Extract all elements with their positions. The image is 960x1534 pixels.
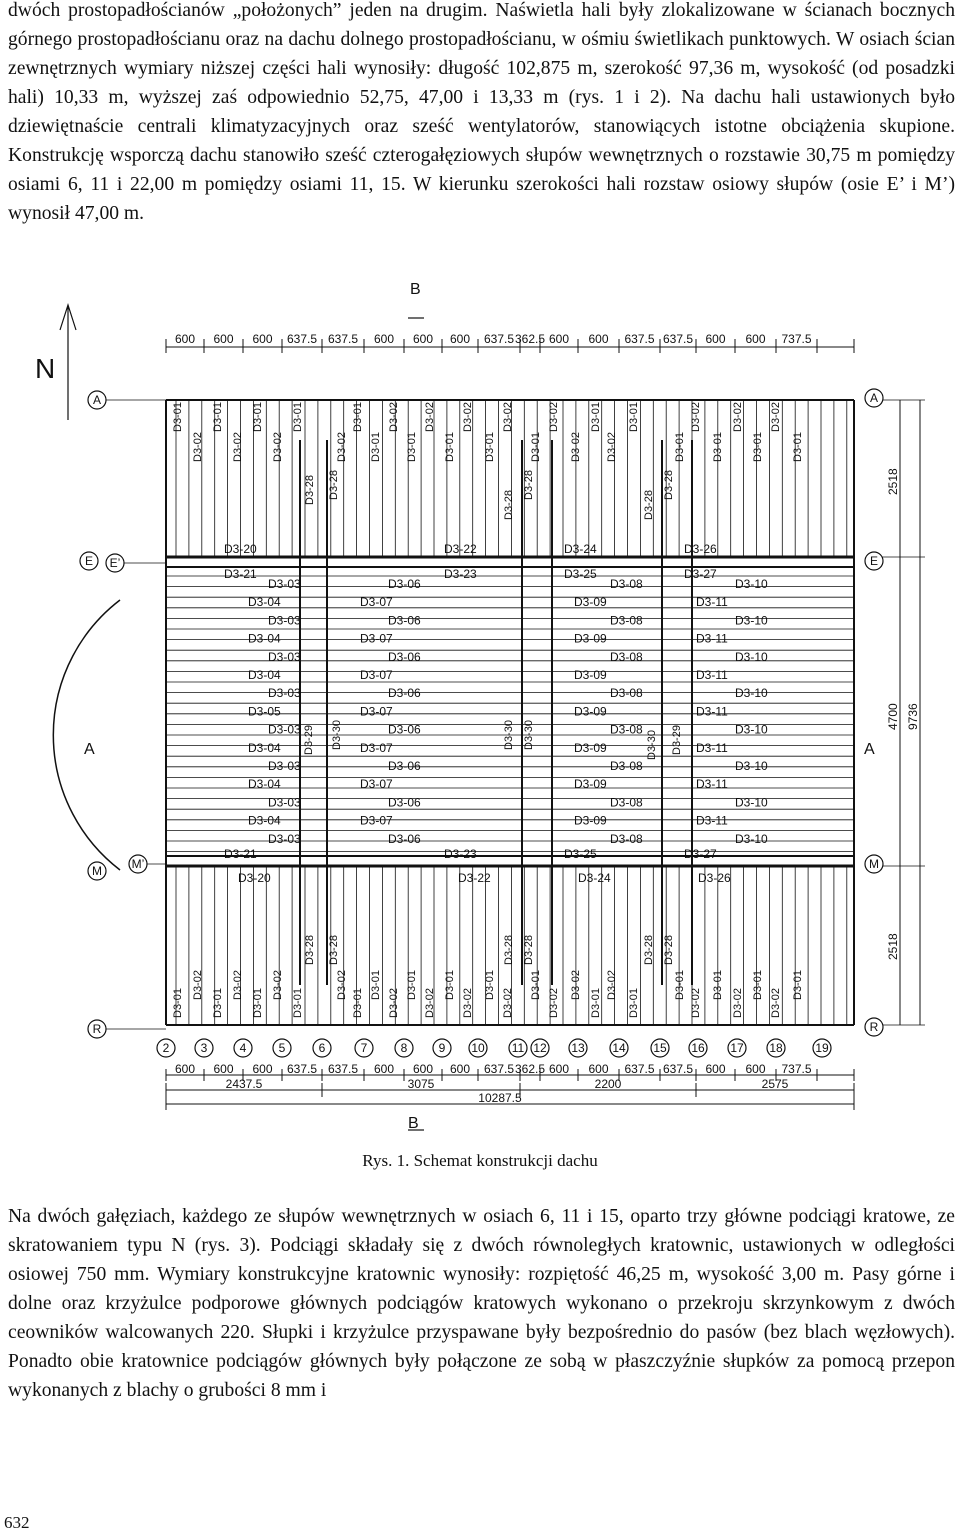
purlin-label-top: D3-02 xyxy=(690,402,702,432)
axis-bubble-col-label: 6 xyxy=(318,1041,326,1055)
axis-bubble-col-label: 4 xyxy=(239,1041,247,1055)
beam-label-top2: D3-25 xyxy=(564,567,597,581)
inner-purlin-label: D3-08 xyxy=(610,577,643,591)
inner-purlin-label: D3-06 xyxy=(388,795,421,810)
inner-purlin-label: D3-06 xyxy=(388,759,421,773)
dim-bottom-label: 600 xyxy=(588,1062,609,1076)
purlin-label-top: D3-02 xyxy=(192,432,204,462)
beam-label-28: D3-28 xyxy=(503,490,515,520)
inner-purlin-label: D3-07 xyxy=(360,813,393,828)
inner-purlin-label: D3-03 xyxy=(268,722,301,737)
dim-right-overall: 9736 xyxy=(906,703,920,730)
axis-bubble-E-right-label: E xyxy=(869,554,879,568)
dim-bottom-label: 600 xyxy=(548,1062,570,1076)
inner-purlin-label: D3-07 xyxy=(360,777,393,792)
dim-right-top: 2518 xyxy=(886,468,900,495)
dim-top-label: 637.5 xyxy=(662,332,694,346)
figure-caption: Rys. 1. Schemat konstrukcji dachu xyxy=(362,1151,598,1170)
dim-top-label: 600 xyxy=(548,332,570,346)
inner-purlin-label: D3-05 xyxy=(248,704,281,719)
beam-label-top2: D3-23 xyxy=(444,567,477,581)
inner-purlin-label: D3-03 xyxy=(268,649,301,664)
beam-label-28: D3-28 xyxy=(304,935,316,965)
beam-label-28: D3-28 xyxy=(663,935,675,965)
purlin-label-bottom: D3-01 xyxy=(752,970,764,1000)
beam-label-30: D3-30 xyxy=(523,720,535,750)
inner-purlin-label: D3-09 xyxy=(574,704,607,719)
purlin-label-bottom: D3-02 xyxy=(232,970,244,1000)
purlin-label-bottom: D3-01 xyxy=(444,970,456,1000)
inner-purlin-label: D3-03 xyxy=(268,831,301,846)
axis-bubble-col-label: 7 xyxy=(360,1041,368,1055)
purlin-label-bottom: D3-02 xyxy=(690,988,702,1018)
beam-label-bottom: D3-25 xyxy=(564,847,597,861)
purlin-label-bottom: D3-01 xyxy=(628,988,640,1018)
inner-purlin-label: D3-08 xyxy=(610,686,643,701)
dim-top-label: 600 xyxy=(213,332,234,346)
dim-top-label: 637.5 xyxy=(624,332,655,346)
beam-label-bottom2: D3-20 xyxy=(238,871,271,885)
purlin-label-bottom: D3-01 xyxy=(712,970,724,1000)
inner-purlin-label: D3-04 xyxy=(248,595,281,610)
purlin-label-top: D3-02 xyxy=(570,432,582,462)
beam-label-28: D3-28 xyxy=(523,470,535,500)
beam-label-bottom: D3-21 xyxy=(224,847,257,861)
beam-label-top: D3-22 xyxy=(444,542,477,556)
axis-bubble-col-label: 11 xyxy=(511,1041,525,1055)
purlin-label-top: D3-02 xyxy=(548,402,560,432)
axis-bubble-col-label: 10 xyxy=(471,1041,485,1055)
dim-top-label: 600 xyxy=(412,332,434,346)
axis-bubble-col-label: 14 xyxy=(612,1041,626,1055)
axis-bubble-col-label: 16 xyxy=(691,1041,705,1055)
inner-purlin-label: D3-08 xyxy=(610,613,643,628)
inner-purlin-label: D3-11 xyxy=(696,813,728,828)
roof-structure-diagram xyxy=(0,270,960,1145)
purlin-label-bottom: D3-02 xyxy=(424,988,436,1018)
dim-bottom-label: 637.5 xyxy=(327,1062,359,1076)
dim-bottom-label: 737.5 xyxy=(781,1062,812,1076)
inner-purlin-label: D3-04 xyxy=(248,740,281,755)
beam-label-28: D3-28 xyxy=(643,490,655,520)
dim-bottom-label: 600 xyxy=(745,1062,766,1076)
axis-bubble-col-label: 15 xyxy=(653,1041,667,1055)
north-arrow-icon xyxy=(60,305,76,420)
purlin-label-top: D3-01 xyxy=(292,402,304,432)
axis-bubble-col-label: 3 xyxy=(200,1041,208,1055)
dim-bottom-label: 600 xyxy=(705,1062,726,1076)
dim-top-label: 737.5 xyxy=(781,332,812,346)
purlin-label-bottom: D3-02 xyxy=(732,988,744,1018)
beam-label-top2: D3-27 xyxy=(684,567,717,581)
purlin-label-top: D3-02 xyxy=(232,432,244,462)
purlin-label-bottom: D3-01 xyxy=(352,988,364,1018)
purlin-label-top: D3-02 xyxy=(462,402,474,432)
inner-purlin-label: D3-06 xyxy=(388,649,421,664)
purlin-label-bottom: D3-02 xyxy=(502,988,514,1018)
inner-purlin-label: D3-09 xyxy=(574,631,607,646)
axis-bubble-R-label: R xyxy=(92,1022,102,1036)
purlin-label-bottom: D3-01 xyxy=(792,970,804,1000)
purlin-label-top: D3-01 xyxy=(590,402,602,432)
inner-purlin-label: D3-08 xyxy=(610,649,643,664)
purlin-label-top: D3-01 xyxy=(752,432,764,462)
curved-wall xyxy=(53,600,120,870)
inner-purlin-label: D3-07 xyxy=(360,631,393,646)
dim-bottom-label: 362.5 xyxy=(514,1062,546,1076)
purlin-label-bottom: D3-01 xyxy=(484,970,496,1000)
purlin-label-bottom: D3-02 xyxy=(462,988,474,1018)
purlin-label-top: D3-01 xyxy=(406,432,418,462)
purlin-label-bottom: D3-02 xyxy=(570,970,582,1000)
dim-bottom-label: 600 xyxy=(449,1062,471,1076)
dim-bottom-label: 637.5 xyxy=(286,1062,318,1076)
purlin-label-top: D3-02 xyxy=(606,432,618,462)
dim-top-label: 600 xyxy=(745,332,766,346)
inner-purlin-label: D3-04 xyxy=(248,777,281,792)
purlin-label-bottom: D3-02 xyxy=(770,988,782,1018)
inner-purlin-label: D3-10 xyxy=(735,577,768,591)
inner-purlin-label: D3-11 xyxy=(696,704,728,719)
dim-bottom-label: 637.5 xyxy=(483,1062,515,1076)
purlin-label-top: D3-01 xyxy=(444,432,456,462)
dim-top-label: 637.5 xyxy=(286,332,318,346)
dim-group-label: 2437.5 xyxy=(225,1077,263,1091)
purlin-label-top: D3-01 xyxy=(628,402,640,432)
axis-bubble-R-right-label: R xyxy=(869,1020,879,1034)
dim-top-label: 600 xyxy=(588,332,609,346)
inner-purlin-label: D3-11 xyxy=(696,631,728,646)
inner-purlin-label: D3-09 xyxy=(574,813,607,828)
dim-group-label: 3075 xyxy=(407,1077,435,1091)
dim-top-label: 600 xyxy=(252,332,273,346)
dim-right-middle: 4700 xyxy=(886,703,900,730)
inner-purlin-label: D3-04 xyxy=(248,631,281,646)
purlin-label-bottom: D3-01 xyxy=(590,988,602,1018)
inner-purlin-label: D3-06 xyxy=(388,686,421,701)
purlin-label-top: D3-01 xyxy=(252,402,264,432)
purlin-label-top: D3-01 xyxy=(530,432,542,462)
inner-purlin-label: D3-10 xyxy=(735,759,768,773)
axis-bubble-col-label: 18 xyxy=(769,1041,783,1055)
purlin-label-bottom: D3-01 xyxy=(172,988,184,1018)
purlin-label-bottom: D3-02 xyxy=(548,988,560,1018)
purlin-label-bottom: D3-01 xyxy=(212,988,224,1018)
inner-purlin-label: D3-11 xyxy=(696,595,728,610)
purlin-label-bottom: D3-01 xyxy=(674,970,686,1000)
beam-label-bottom2: D3-26 xyxy=(698,871,731,885)
axis-bubble-col-label: 9 xyxy=(438,1041,446,1055)
inner-purlin-label: D3-07 xyxy=(360,704,393,719)
inner-purlin-label: D3-09 xyxy=(574,777,607,792)
inner-purlin-label: D3-09 xyxy=(574,595,607,610)
axis-bubble-col-label: 8 xyxy=(400,1041,408,1055)
beam-label-30: D3-30 xyxy=(646,730,658,760)
inner-purlin-label: D3-09 xyxy=(574,740,607,755)
beam-label-28: D3-28 xyxy=(328,935,340,965)
inner-purlin-label: D3-06 xyxy=(388,831,421,846)
paragraph-bottom: Na dwóch gałęziach, każdego ze słupów wewnętrznych w osiach 6, 11 i 15, oparto trzy główne podciągi kratowe, ze skratowaniem typu N (rys. 3). Podciągi składały się z dwóch równoległych kratownic, ustawionych w odległości osiowej 750 mm. Wymiary konstrukcyjne kratownic wynosiły: rozpiętość 46,25 m, wysokość 3,00 m. Pasy górne i dolne oraz krzyżulce podporowe głównych podciągów kratowych wykonano o przekroju skrzynkowym z dwóch ceowników walcowanych 220. Słupki i krzyżulce przyspawane były bezpośrednio do pasów (bez blach węzłowych). Ponadto obie kratownice podciągów głównych były połączone ze sobą w płaszczyźnie słupków za pomocą przepon wykonanych z blachy o grubości 8 mm i xyxy=(8,1206,955,1401)
dim-bottom-label: 600 xyxy=(252,1062,273,1076)
dim-group-label: 2575 xyxy=(761,1077,789,1091)
section-b-bottom: B xyxy=(408,1115,419,1132)
purlin-label-bottom: D3-02 xyxy=(388,988,400,1018)
purlin-label-top: D3-02 xyxy=(770,402,782,432)
inner-purlin-label: D3-03 xyxy=(268,795,301,810)
dim-top-label: 637.5 xyxy=(483,332,515,346)
inner-purlin-label: D3-10 xyxy=(735,831,768,846)
dim-top-label: 637.5 xyxy=(327,332,359,346)
dim-top-label: 600 xyxy=(373,332,395,346)
axis-bubble-col-label: 13 xyxy=(571,1041,585,1055)
purlin-label-bottom: D3-01 xyxy=(370,970,382,1000)
inner-purlin-label: D3-10 xyxy=(735,722,768,737)
beam-label-29: D3-29 xyxy=(671,725,683,755)
inner-purlin-label: D3-09 xyxy=(574,668,607,682)
purlin-label-bottom: D3-02 xyxy=(336,970,348,1000)
dim-group-label: 2200 xyxy=(594,1077,622,1091)
purlin-label-top: D3-01 xyxy=(712,432,724,462)
dim-top-label: 600 xyxy=(705,332,726,346)
purlin-label-top: D3-01 xyxy=(484,432,496,462)
axis-bubble-col-label: 12 xyxy=(533,1041,547,1055)
purlin-label-bottom: D3-02 xyxy=(192,970,204,1000)
dim-bottom-label: 600 xyxy=(373,1062,395,1076)
dim-total-label: 10287.5 xyxy=(478,1091,522,1105)
inner-purlin-label: D3-08 xyxy=(610,722,643,737)
purlin-label-top: D3-02 xyxy=(502,402,514,432)
dim-bottom-label: 600 xyxy=(213,1062,234,1076)
inner-purlin-label: D3-03 xyxy=(268,613,301,628)
purlin-label-top: D3-01 xyxy=(674,432,686,462)
purlin-label-top: D3-02 xyxy=(388,402,400,432)
page-number: 632 xyxy=(4,1513,30,1532)
axis-bubble-col-label: 2 xyxy=(162,1041,170,1055)
beam-label-28: D3-28 xyxy=(304,475,316,505)
beam-label-bottom: D3-27 xyxy=(684,847,717,861)
paragraph-top: dwóch prostopadłościanów „położonych” jeden na drugim. Naświetla hali były zlokalizowane w ścianach bocznych górnego prostopadłościanu oraz na dachu dolnego prostopadłościanu, w ośmiu świetlikach punktowych. W osiach ścian zewnętrznych wymiary niższej części hali wynosiły: długość 102,875 m, szerokość 97,36 m, wysokość (od posadzki hali) 10,33 m, wyższej zaś odpowiednio 52,75, 47,00 i 13,33 m (rys. 1 i 2). Na dachu hali ustawionych było dziewiętnaście centrali klimatyzacyjnych oraz sześć wentylatorów, stanowiących istotne obciążenia skupione. Konstrukcję wsporczą dachu stanowiło sześć czterogałęziowych słupów wewnętrznych o rozstawie 30,75 m pomiędzy osiami 6, 11 i 22,00 m pomiędzy osiami 11, 15. W kierunku szerokości hali rozstaw osiowy słupów (osie E’ i M’) wynosił 47,00 m. xyxy=(8,0,955,224)
beam-label-28: D3-28 xyxy=(328,470,340,500)
north-label: N xyxy=(35,353,56,384)
inner-purlin-label: D3-08 xyxy=(610,795,643,810)
purlin-label-top: D3-02 xyxy=(336,432,348,462)
axis-bubble-E1-label: E’ xyxy=(109,556,121,570)
inner-purlin-label: D3-10 xyxy=(735,649,768,664)
axis-bubble-col-label: 17 xyxy=(730,1041,744,1055)
beam-label-top: D3-20 xyxy=(224,542,257,556)
beam-label-28: D3-28 xyxy=(643,935,655,965)
beam-label-28: D3-28 xyxy=(523,935,535,965)
inner-purlin-label: D3-03 xyxy=(268,759,301,773)
beam-label-bottom: D3-23 xyxy=(444,847,477,861)
dim-top-label: 362.5 xyxy=(514,332,546,346)
dim-bottom-label: 600 xyxy=(412,1062,434,1076)
dim-bottom-label: 637.5 xyxy=(624,1062,655,1076)
axis-bubble-A-label: A xyxy=(92,393,102,407)
beam-label-bottom2: D3-24 xyxy=(578,871,611,885)
purlin-label-top: D3-02 xyxy=(732,402,744,432)
purlin-label-bottom: D3-01 xyxy=(252,988,264,1018)
purlin-label-top: D3-01 xyxy=(172,402,184,432)
purlin-label-top: D3-01 xyxy=(212,402,224,432)
axis-bubble-A-right-label: A xyxy=(869,391,879,405)
inner-purlin-label: D3-06 xyxy=(388,577,421,591)
inner-purlin-label: D3-10 xyxy=(735,686,768,701)
beam-label-29: D3-29 xyxy=(303,725,315,755)
purlin-label-top: D3-02 xyxy=(272,432,284,462)
purlin-label-bottom: D3-01 xyxy=(530,970,542,1000)
beam-label-28: D3-28 xyxy=(663,470,675,500)
inner-purlin-label: D3-03 xyxy=(268,577,301,591)
beam-label-top: D3-26 xyxy=(684,542,717,556)
axis-bubble-E-label: E xyxy=(84,554,94,568)
purlin-label-bottom: D3-02 xyxy=(606,970,618,1000)
inner-purlin-label: D3-08 xyxy=(610,831,643,846)
purlin-label-bottom: D3-01 xyxy=(406,970,418,1000)
inner-purlin-label: D3-06 xyxy=(388,722,421,737)
purlin-label-top: D3-01 xyxy=(792,432,804,462)
beam-label-top2: D3-21 xyxy=(224,567,257,581)
purlin-label-top: D3-01 xyxy=(352,402,364,432)
dim-top-label: 600 xyxy=(449,332,471,346)
inner-purlin-label: D3-04 xyxy=(248,668,281,682)
inner-purlin-label: D3-03 xyxy=(268,686,301,701)
inner-purlin-label: D3-11 xyxy=(696,777,728,792)
inner-purlin-label: D3-07 xyxy=(360,595,393,610)
inner-purlin-label: D3-10 xyxy=(735,613,768,628)
dim-top-label: 600 xyxy=(174,332,196,346)
beam-label-bottom2: D3-22 xyxy=(458,871,491,885)
purlin-label-top: D3-01 xyxy=(370,432,382,462)
inner-purlin-label: D3-11 xyxy=(696,740,728,755)
beam-label-30: D3-30 xyxy=(331,720,343,750)
axis-bubble-M1-label: M’ xyxy=(131,857,145,871)
axis-bubble-M-label: M xyxy=(92,864,102,878)
beam-label-top: D3-24 xyxy=(564,542,597,556)
purlin-label-bottom: D3-02 xyxy=(272,970,284,1000)
section-b-top: B xyxy=(410,281,421,298)
inner-purlin-label: D3-04 xyxy=(248,813,281,828)
axis-bubble-col-label: 5 xyxy=(278,1041,286,1055)
inner-purlin-label: D3-10 xyxy=(735,795,768,810)
axis-bubble-col-label: 19 xyxy=(815,1041,829,1055)
inner-purlin-label: D3-06 xyxy=(388,613,421,628)
inner-purlin-label: D3-11 xyxy=(696,668,728,682)
purlin-label-bottom: D3-01 xyxy=(292,988,304,1018)
purlin-label-top: D3-02 xyxy=(424,402,436,432)
dim-bottom-label: 637.5 xyxy=(662,1062,694,1076)
beam-label-28: D3-28 xyxy=(503,935,515,965)
inner-purlin-label: D3-07 xyxy=(360,668,393,682)
dim-bottom-label: 600 xyxy=(174,1062,196,1076)
inner-purlin-label: D3-08 xyxy=(610,759,643,773)
section-a-left: A xyxy=(84,741,95,758)
inner-purlin-label: D3-07 xyxy=(360,740,393,755)
beam-label-30: D3-30 xyxy=(503,720,515,750)
section-a-right: A xyxy=(864,741,875,758)
axis-bubble-M-right-label: M xyxy=(869,857,879,871)
dim-right-bottom: 2518 xyxy=(886,933,900,960)
